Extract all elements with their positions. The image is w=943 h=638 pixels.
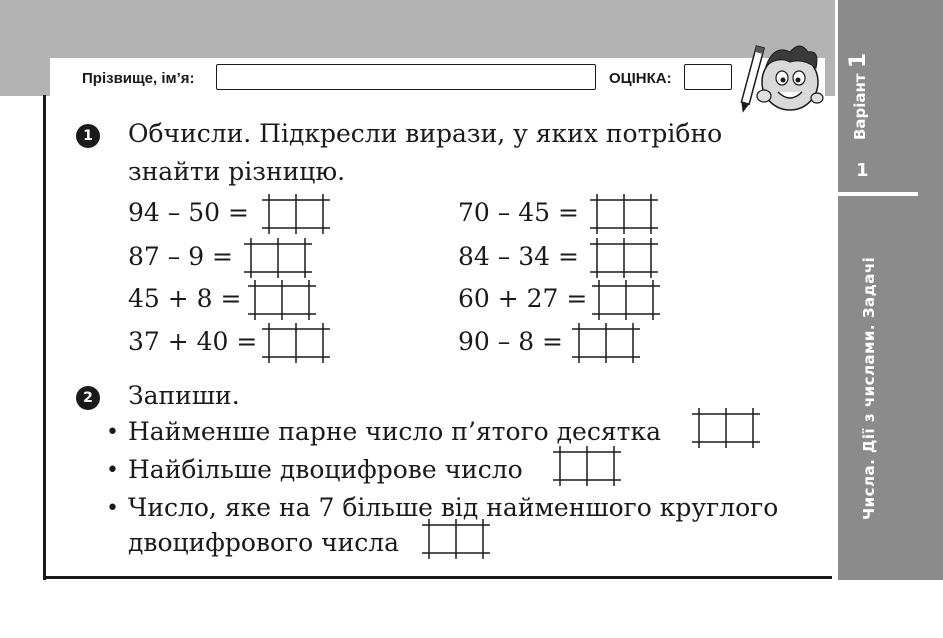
answer-grid[interactable] — [590, 238, 658, 278]
expression: 90 – 8 = — [458, 327, 564, 356]
name-label: Прізвище, ім’я: — [82, 70, 195, 87]
grade-field[interactable] — [684, 64, 732, 90]
grade-label: ОЦІНКА: — [609, 70, 672, 87]
page-border-bottom — [43, 576, 832, 579]
task-2-number: 2 — [76, 386, 100, 410]
expression: 37 + 40 = — [128, 327, 258, 356]
expression: 84 – 34 = — [458, 242, 579, 271]
task-1-line1: Обчисли. Підкресли вирази, у яких потрібно — [128, 119, 723, 148]
side-divider — [838, 192, 918, 196]
name-field[interactable] — [216, 64, 596, 90]
answer-grid[interactable] — [422, 519, 490, 559]
bullet-dot-icon: • — [106, 458, 119, 483]
expression: 94 – 50 = — [128, 198, 249, 227]
answer-grid[interactable] — [553, 446, 621, 486]
answer-grid[interactable] — [262, 323, 330, 363]
answer-grid[interactable] — [592, 280, 660, 320]
expression: 87 – 9 = — [128, 242, 234, 271]
topic-label: Числа. Дії з числами. Задачі — [860, 256, 878, 520]
expression: 60 + 27 = — [458, 284, 588, 313]
bullet-dot-icon: • — [106, 496, 119, 521]
variant-label — [846, 53, 871, 140]
bullet-dot-icon: • — [106, 420, 119, 445]
variant-number: 1 — [846, 52, 871, 69]
task-2-title: Запиши. — [128, 381, 240, 410]
task-2-item: Найбільше двоцифрове число — [128, 455, 523, 484]
expression: 70 – 45 = — [458, 198, 579, 227]
answer-grid[interactable] — [244, 238, 312, 278]
variant-label-text: Варіант — [851, 73, 869, 140]
answer-grid[interactable] — [590, 194, 658, 234]
answer-grid[interactable] — [248, 280, 316, 320]
task-1-line2: знайти різницю. — [128, 157, 346, 186]
task-2-item-continuation: двоцифрового числа — [128, 528, 400, 557]
task-2-item: Число, яке на 7 більше від найменшого круглого — [128, 493, 779, 522]
task-2-item: Найменше парне число п’ятого десятка — [128, 417, 661, 446]
page-border-left — [43, 95, 46, 580]
task-1-number: 1 — [76, 124, 100, 148]
page-number: 1 — [856, 160, 869, 181]
answer-grid[interactable] — [262, 194, 330, 234]
smiling-pencil-boy-icon — [738, 38, 828, 118]
answer-grid[interactable] — [692, 408, 760, 448]
expression: 45 + 8 = — [128, 284, 242, 313]
answer-grid[interactable] — [572, 323, 640, 363]
